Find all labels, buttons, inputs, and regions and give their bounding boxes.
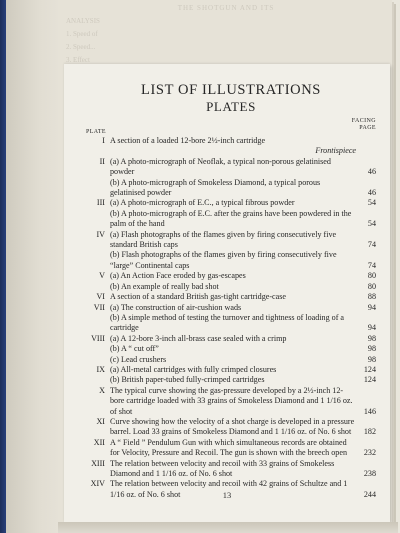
plate-description — [110, 303, 376, 334]
plate-number: I — [102, 136, 105, 145]
facing-page-number: 124 — [363, 375, 376, 385]
plate-item — [110, 355, 376, 365]
facing-page-number: 98 — [367, 333, 376, 343]
plate-item — [110, 250, 376, 271]
facing-page-number: 74 — [367, 240, 376, 250]
plate-entry — [86, 438, 376, 459]
plate-number: IX — [96, 364, 105, 374]
page-gutter — [6, 0, 62, 533]
plate-entry — [86, 334, 376, 365]
plate-item-text: (a) A 12-bore 3-inch all-brass case sealed with a crimp — [110, 333, 287, 343]
plate-entry — [86, 271, 376, 292]
plate-item — [110, 282, 376, 292]
plate-item-text: (c) Lead crushers — [110, 354, 167, 364]
plate-number: IV — [96, 229, 105, 239]
plate-description — [110, 417, 376, 438]
plate-number: V — [99, 271, 105, 281]
plate-item-text: (b) A simple method of testing the turnover and tightness of loading of a cartridge — [110, 312, 345, 333]
plate-description — [110, 157, 376, 199]
plate-description — [110, 136, 376, 157]
plate-item — [110, 365, 376, 375]
plate-item-text: (a) All-metal cartridges with fully crimped closures — [110, 364, 277, 374]
plate-description — [110, 459, 376, 480]
facing-page-number: 244 — [363, 489, 376, 499]
plate-item — [110, 459, 376, 480]
plate-item — [110, 375, 376, 385]
page-label: PAGE — [359, 125, 376, 131]
plate-number: X — [99, 385, 105, 395]
facing-page-number: 88 — [367, 292, 376, 302]
plate-item — [110, 198, 376, 208]
plate-description — [110, 230, 376, 272]
plate-entry — [86, 365, 376, 386]
plate-head: PLATE — [86, 129, 106, 135]
plate-entry — [86, 386, 376, 417]
plate-item-text: (a) The construction of air-cushion wads — [110, 302, 242, 312]
plate-item-text: (b) A photo-micrograph of E.C. after the grains have been powdered in the palm of the hand — [110, 208, 352, 229]
facing-page-number: 80 — [367, 281, 376, 291]
plate-entry — [86, 292, 376, 302]
plate-item-text: Curve showing how the velocity of a shot charge is developed in a pressure barrel. Load 33 grains of Smokeless Diamond and 1 1/16 oz. of No. 6 shot — [110, 416, 355, 437]
plate-description — [110, 365, 376, 386]
plate-item — [110, 209, 376, 230]
plate-item — [110, 334, 376, 344]
plates-list — [86, 136, 376, 500]
plate-item — [110, 386, 376, 417]
plate-item-text: A section of a loaded 12-bore 2½-inch cartridge — [110, 136, 266, 145]
facing-page-number: 74 — [367, 260, 376, 270]
plate-description — [110, 271, 376, 292]
plate-item — [110, 344, 376, 354]
facing-page-number: 46 — [367, 188, 376, 198]
facing-page-number: 54 — [367, 219, 376, 229]
ghost-line: 3. Effect — [66, 56, 90, 64]
plate-item-text: (b) A “ cut off” — [110, 344, 159, 354]
facing-page-number: 94 — [367, 302, 376, 312]
facing-page-number: 238 — [363, 469, 376, 478]
ghost-line: 2. Speed... — [66, 43, 96, 51]
ghost-line: 1. Speed of — [66, 30, 98, 38]
plate-item-text: A “ Field ” Pendulum Gun with which simultaneous records are obtained for Velocity, Pressure and Recoil. The gun is shown with the breech open — [110, 437, 347, 458]
plate-item — [110, 136, 376, 146]
column-heads — [86, 118, 376, 136]
plate-number: XII — [93, 437, 105, 447]
plate-item — [110, 417, 376, 438]
plate-entry — [86, 230, 376, 272]
plate-number: II — [99, 156, 105, 166]
plate-item-text: The relation between velocity and recoil with 33 grains of Smokeless Diamond and 1 1/16 oz. of No. 6 shot — [110, 458, 335, 478]
facing-page-number: 182 — [363, 427, 376, 437]
plate-item-text: (a) A photo-micrograph of Neoflak, a typical non-porous gelatinised powder — [110, 156, 331, 177]
plate-number: VIII — [91, 333, 105, 343]
plate-entry — [86, 459, 376, 480]
plate-item-text: (b) British paper-tubed fully-crimped cartridges — [110, 375, 265, 385]
facing-label: FACING — [351, 118, 376, 124]
plate-item — [110, 230, 376, 251]
facing-page-head — [352, 118, 376, 132]
plate-number: III — [96, 198, 105, 208]
plate-description — [110, 438, 376, 459]
plate-number: VII — [93, 302, 105, 312]
plate-item-text: (a) Flash photographs of the flames given by firing consecutively five standard British caps — [110, 229, 337, 250]
facing-page-number: 46 — [367, 167, 376, 177]
plate-entry — [86, 157, 376, 199]
plate-number: XI — [96, 416, 105, 426]
plate-item — [110, 303, 376, 313]
plate-item-text: (b) Flash photographs of the flames given by firing consecutively five “large” Continental caps — [110, 250, 337, 270]
plate-entry — [86, 136, 376, 157]
facing-page-number: 54 — [367, 198, 376, 208]
plate-item — [110, 292, 376, 302]
plate-description — [110, 386, 376, 417]
plate-item-text: (a) A photo-micrograph of E.C., a typical fibrous powder — [110, 198, 295, 208]
plate-item — [110, 178, 376, 199]
plate-item-text: (a) An Action Face eroded by gas-escapes — [110, 271, 246, 281]
ghost-running-head: THE SHOTGUN AND ITS — [177, 4, 275, 12]
facing-page-number: 98 — [367, 344, 376, 354]
page-content — [86, 82, 376, 500]
page-number: 13 — [222, 490, 232, 500]
plate-entry — [86, 303, 376, 334]
plate-item-text: (b) A photo-micrograph of Smokeless Diamond, a typical porous gelatinised powder — [110, 177, 321, 198]
plate-description — [110, 198, 376, 229]
plate-item — [110, 271, 376, 281]
plate-description — [110, 292, 376, 302]
plate-item-text: (b) An example of really bad shot — [110, 281, 219, 291]
facing-page-number: 98 — [367, 354, 376, 364]
plate-entry — [86, 417, 376, 438]
plate-description — [110, 334, 376, 365]
book-page — [64, 64, 390, 522]
plate-number: XIV — [90, 479, 105, 489]
facing-page-number: 124 — [363, 364, 376, 374]
plate-item-text: The typical curve showing the gas-pressure developed by a 2½-inch 12-bore cartridge loaded with 33 grains of Smokeless Diamond and 1 1/16 oz. of shot — [110, 385, 353, 416]
plate-number: VI — [96, 292, 105, 302]
plate-item-text: A section of a standard British gas-tight cartridge-case — [110, 292, 286, 302]
plate-item — [110, 313, 376, 334]
frontispiece-note: Frontispiece — [315, 146, 356, 156]
plate-entry — [86, 198, 376, 229]
facing-page-number: 232 — [363, 448, 376, 458]
page-subtitle: PLATES — [206, 99, 256, 114]
plate-item — [110, 438, 376, 459]
plate-item-text: The relation between velocity and recoil with 42 grains of Schultze and 1 1/16 oz. of No. 6 shot — [110, 479, 348, 499]
plate-number: XIII — [91, 458, 105, 468]
facing-page-number: 146 — [363, 406, 376, 416]
facing-page-number: 80 — [367, 271, 376, 281]
facing-page-number: 94 — [367, 323, 376, 333]
plate-item — [110, 157, 376, 178]
book-bottom-edge — [58, 522, 398, 533]
page-title: LIST OF ILLUSTRATIONS — [141, 82, 321, 98]
ghost-line: ANALYSIS — [66, 17, 100, 25]
